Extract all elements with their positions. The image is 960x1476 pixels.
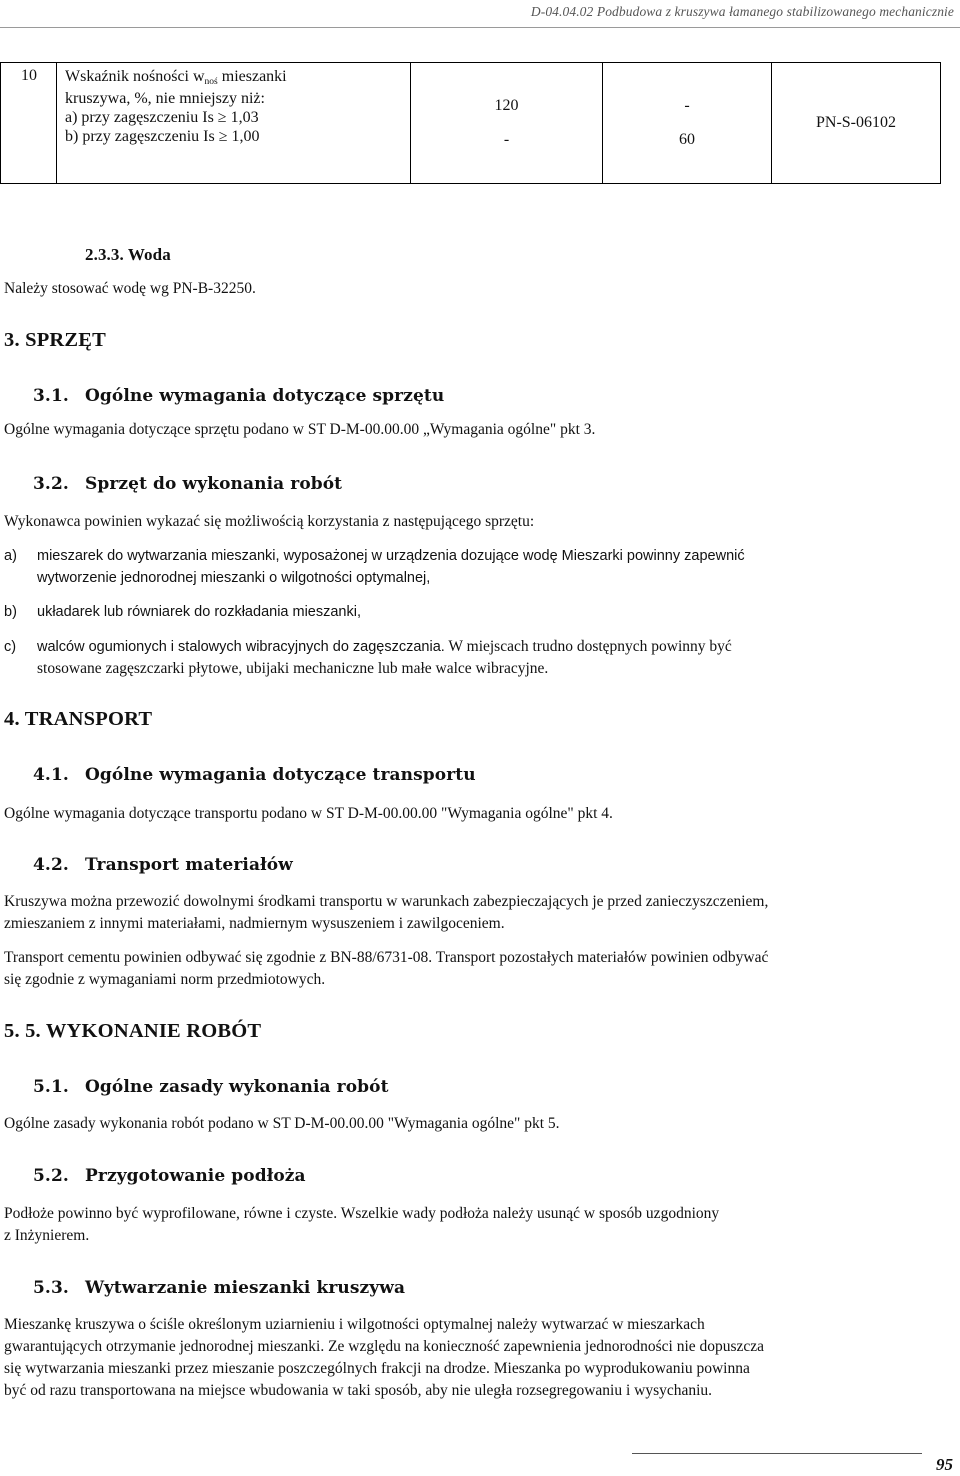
section-heading-5-1 (33, 1077, 389, 1097)
list-text-line: układarek lub równiarek do rozkładania mieszanki, (37, 604, 361, 620)
desc-symbol (193, 68, 218, 85)
requirements-table (0, 62, 941, 184)
heading-number: 3.2. (33, 474, 69, 494)
desc-line-3: a) przy zagęszczeniu Is ≥ 1,03 (65, 109, 259, 126)
value-a: 120 (494, 97, 519, 114)
section-heading-2-3-3: 2.3.3. Woda (85, 245, 171, 264)
desc-line-2: kruszywa, %, nie mniejszy niż: (65, 90, 265, 107)
value-b: - (503, 131, 510, 148)
desc-word: nośności (132, 68, 189, 85)
list-item-c (4, 636, 955, 680)
row-number (1, 63, 57, 184)
paragraph-line: się wytwarzania mieszanki przez mieszanie poszczególnych frakcji na drodze. Mieszanka po wyprodukowaniu powinna (4, 1360, 750, 1377)
desc-word: Wskaźnik (65, 68, 129, 85)
desc-line-1 (65, 67, 404, 89)
value-b: 60 (679, 131, 695, 148)
list-text-line: mieszarek do wytwarzania mieszanki, wyposażonej w urządzenia dozujące wodę Mieszarki powinny zapewnić (37, 548, 745, 564)
desc-line-4: b) przy zagęszczeniu Is ≥ 1,00 (65, 128, 260, 145)
list-text-line (37, 636, 955, 658)
list-marker: b) (4, 604, 17, 620)
running-header: D-04.04.02 Podbudowa z kruszywa łamanego stabilizowanego mechanicznie (530, 4, 954, 19)
row-number-text: 10 (21, 67, 37, 84)
paragraph-line: gwarantujących otrzymanie jednorodnej mieszanki. Ze względu na konieczność zapewnienia jednorodności nie dopuszcza (4, 1338, 765, 1355)
paragraph-line: zmieszaniem z innymi materiałami, nadmiernym wysuszeniem i zawilgoceniem. (4, 915, 505, 932)
list-item-a (4, 545, 955, 589)
section-heading-3: 3. SPRZĘT (4, 329, 107, 351)
section-heading-3-1 (33, 386, 444, 406)
page-number: 95 (936, 1455, 953, 1474)
heading-number: 5.2. (33, 1166, 69, 1186)
desc-symbol-subscript: noś (204, 77, 218, 87)
heading-title: Przygotowanie podłoża (85, 1166, 306, 1186)
paragraph-line: Podłoże powinno być wyprofilowane, równe i czyste. Wszelkie wady podłoża należy usunąć w sposób uzgodniony (4, 1205, 720, 1222)
value-column-2 (603, 63, 772, 184)
heading-title: Ogólne wymagania dotyczące sprzętu (85, 386, 445, 406)
list-marker: a) (4, 548, 17, 564)
heading-number: 5.1. (33, 1077, 69, 1097)
paragraph-water: Należy stosować wodę wg PN-B-32250. (4, 280, 256, 297)
header-rule (0, 27, 960, 28)
value-a: - (684, 97, 690, 114)
list-text-part: walców ogumionych i stalowych wibracyjnych do zagęszczania. (37, 639, 445, 655)
paragraph-line: się zgodnie z wymaganiami norm przedmiotowych. (4, 971, 326, 988)
section-heading-5: 5. 5. WYKONANIE ROBÓT (4, 1020, 262, 1042)
standard-reference (772, 63, 941, 184)
paragraph-4-1: Ogólne wymagania dotyczące transportu podano w ST D-M-00.00.00 "Wymagania ogólne" pkt 4. (4, 805, 613, 822)
paragraph-5-1: Ogólne zasady wykonania robót podano w ST D-M-00.00.00 "Wymagania ogólne" pkt 5. (4, 1115, 560, 1132)
desc-word: mieszanki (221, 68, 287, 85)
paragraph-line: z Inżynierem. (4, 1227, 90, 1244)
list-text-line: stosowane zagęszczarki płytowe, ubijaki mechaniczne lub małe walce wibracyjne. (37, 660, 549, 677)
standard-text: PN-S-06102 (815, 114, 896, 131)
heading-title: Ogólne wymagania dotyczące transportu (85, 765, 476, 785)
heading-number: 5.3. (33, 1278, 69, 1298)
list-text-line: wytworzenie jednorodnej mieszanki o wilgotności optymalnej, (37, 570, 431, 586)
row-description (57, 63, 411, 184)
paragraph-5-3 (4, 1314, 955, 1402)
section-heading-4: 4. TRANSPORT (4, 708, 153, 730)
paragraph-line: Transport cementu powinien odbywać się zgodnie z BN-88/6731-08. Transport pozostałych materiałów powinien odbywać (4, 949, 769, 966)
paragraph-5-2 (4, 1203, 955, 1247)
paragraph-line: Kruszywa można przewozić dowolnymi środkami transportu w warunkach zabezpieczających je przed zanieczyszczeniem, (4, 893, 769, 910)
heading-title: Sprzęt do wykonania robót (85, 474, 343, 494)
heading-number: 4.1. (33, 765, 69, 785)
heading-title: Transport materiałów (85, 855, 293, 875)
heading-title: Wytwarzanie mieszanki kruszywa (85, 1278, 406, 1298)
paragraph-4-2-a (4, 891, 955, 935)
section-heading-5-2 (33, 1166, 306, 1186)
section-heading-4-2 (33, 855, 293, 875)
footer-rule (632, 1453, 922, 1454)
paragraph-3-2-intro: Wykonawca powinien wykazać się możliwością korzystania z następującego sprzętu: (4, 513, 535, 530)
paragraph-3-1: Ogólne wymagania dotyczące sprzętu podano w ST D-M-00.00.00 „Wymagania ogólne" pkt 3. (4, 421, 596, 438)
heading-number: 3.1. (33, 386, 69, 406)
paragraph-line: być od razu transportowana na miejsce wbudowania w taki sposób, aby nie uległa rozsegregowaniu i wysychaniu. (4, 1382, 713, 1399)
heading-number: 4.2. (33, 855, 69, 875)
list-item-b (4, 601, 955, 623)
section-heading-5-3 (33, 1278, 405, 1298)
desc-symbol-letter: w (192, 68, 205, 85)
section-heading-3-2 (33, 474, 342, 494)
list-marker: c) (4, 639, 17, 655)
paragraph-line: Mieszankę kruszywa o ściśle określonym uziarnieniu i wilgotności optymalnej należy wytwarzać w mieszarkach (4, 1316, 705, 1333)
section-heading-4-1 (33, 765, 476, 785)
heading-title: Ogólne zasady wykonania robót (85, 1077, 389, 1097)
paragraph-4-2-b (4, 947, 955, 991)
list-text-part: W miejscach trudno dostępnych powinny być (444, 638, 732, 655)
table-row (1, 63, 941, 184)
value-column-1 (411, 63, 603, 184)
